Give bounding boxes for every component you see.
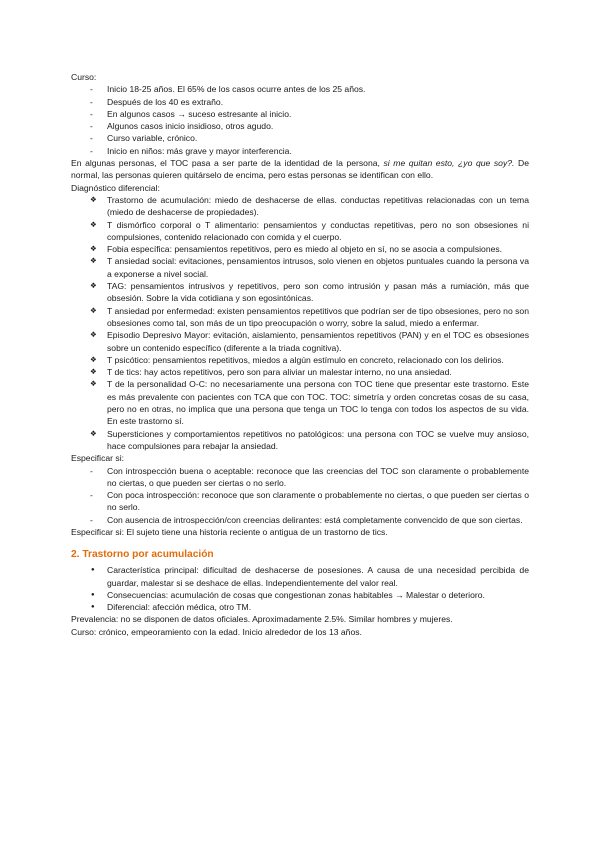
list-item: - Con poca introspección: reconoce que son claramente o probablemente no ciertas, o que pueden ser ciertas o no serlo. [71, 489, 529, 514]
list-item: - Inicio en niños: más grave y mayor interferencia. [71, 145, 529, 157]
list-item: ❖ TAG: pensamientos intrusivos y repetitivos, pero son como intrusión y pasan más a rumiación, más que obsesión. Sobre la vida cotidiana y son egosintónicas. [71, 280, 529, 305]
list-item: ❖ T ansiedad por enfermedad: existen pensamientos repetitivos que podrían ser de tipo obsesiones, pero no son obsesiones como tal, son más de un tipo preocupación o worry, sobre la salud, miedo a enfermar. [71, 305, 529, 330]
identity-text-italic: si me quitan esto, ¿yo que soy?. [383, 158, 515, 169]
curso-heading: Curso: [71, 72, 97, 82]
list-item: - Con ausencia de introspección/con creencias delirantes: está completamente convencido de que son ciertas. [71, 514, 529, 526]
prevalencia-text: Prevalencia: no se disponen de datos oficiales. Aproximadamente 2.5%. Similar hombres y mujeres. [71, 614, 453, 625]
identity-paragraph [71, 157, 529, 182]
list-item: ❖ Supersticiones y comportamientos repetitivos no patológicos: una persona con TOC se vuelve muy ansioso, hace compulsiones para rebajar la ansiedad. [71, 428, 529, 453]
curso-2-text: Curso: crónico, empeoramiento con la edad. Inicio alrededor de los 13 años. [71, 626, 362, 637]
list-item: - Con introspección buena o aceptable: reconoce que las creencias del TOC son claramente o probablemente no ciertas, o que pueden ser ciertas o no serlo. [71, 465, 529, 490]
list-item: - Después de los 40 es extraño. [71, 96, 529, 108]
list-item: ❖ Episodio Depresivo Mayor: evitación, aislamiento, pensamientos repetitivos (PAN) y en el TOC es obsesiones sobre un contenido específico (diferente a la triada cognitiva). [71, 329, 529, 354]
list-item: ❖ T psicótico: pensamientos repetitivos, miedos a algún estímulo en concreto, relacionado con los delirios. [71, 354, 529, 366]
list-item: ❖ T de la personalidad O-C: no necesariamente una persona con TOC tiene que presentar este trastorno. Este es más prevalente con pacientes con TCA que con TOC. TOC: simetría y orden concretas cosas de su casa, pero no en otras, no implica que una persona que tenga un TOC lo tenga con todos los aspectos de su vida. En este trastorno sí. [71, 378, 529, 427]
section-2-list [71, 564, 529, 613]
list-item: ● Diferencial: afección médica, otro TM. [71, 601, 529, 613]
list-item: - En algunos casos → suceso estresante al inicio. [71, 108, 529, 120]
especificar-heading: Especificar si: [71, 453, 125, 464]
identity-text-post: De normal, las personas quieren quitárselo de encima, pero estas personas se identifican con ello. [71, 158, 529, 181]
diagnostico-heading: Diagnóstico diferencial: [71, 182, 160, 193]
curso-list [71, 83, 529, 157]
list-item: ● Característica principal: dificultad de deshacerse de posesiones. A causa de una necesidad percibida de guardar, malestar si se deshace de ellas. Independientemente del valor real. [71, 564, 529, 589]
identity-text-pre: En algunas personas, el TOC pasa a ser parte de la identidad de la persona, [71, 158, 384, 169]
list-item: ❖ Fobia específica: pensamientos repetitivos, pero es miedo al objeto en sí, no se asocia a compulsiones. [71, 243, 529, 255]
list-item: - Curso variable, crónico. [71, 132, 529, 144]
list-item: ❖ T dismórfico corporal o T alimentario: pensamientos y conductas repetitivas, pero no son obsesiones ni compulsiones, contenido relacionado con comida y el cuerpo. [71, 219, 529, 244]
section-2-title: 2. Trastorno por acumulación [71, 549, 214, 561]
list-item: ❖ Trastorno de acumulación: miedo de deshacerse de ellas. conductas repetitivas relacionadas con un tema (miedo de deshacerse de propiedades). [71, 194, 529, 219]
list-item: ❖ T ansiedad social: evitaciones, pensamientos intrusos, solo vienen en objetos puntuales cuando la persona va a exponerse a nivel social. [71, 255, 529, 280]
especificar-list [71, 465, 529, 526]
document-body [71, 71, 529, 638]
list-item: ● Consecuencias: acumulación de cosas que congestionan zonas habitables → Malestar o deterioro. [71, 589, 529, 601]
list-item: - Inicio 18-25 años. El 65% de los casos ocurre antes de los 25 años. [71, 83, 529, 95]
list-item: - Algunos casos inicio insidioso, otros agudo. [71, 120, 529, 132]
list-item: ❖ T de tics: hay actos repetitivos, pero son para aliviar un malestar interno, no una ansiedad. [71, 366, 529, 378]
especificar-tics: Especificar si: El sujeto tiene una historia reciente o antigua de un trastorno de tics. [71, 526, 388, 537]
diagnostico-list [71, 194, 529, 452]
